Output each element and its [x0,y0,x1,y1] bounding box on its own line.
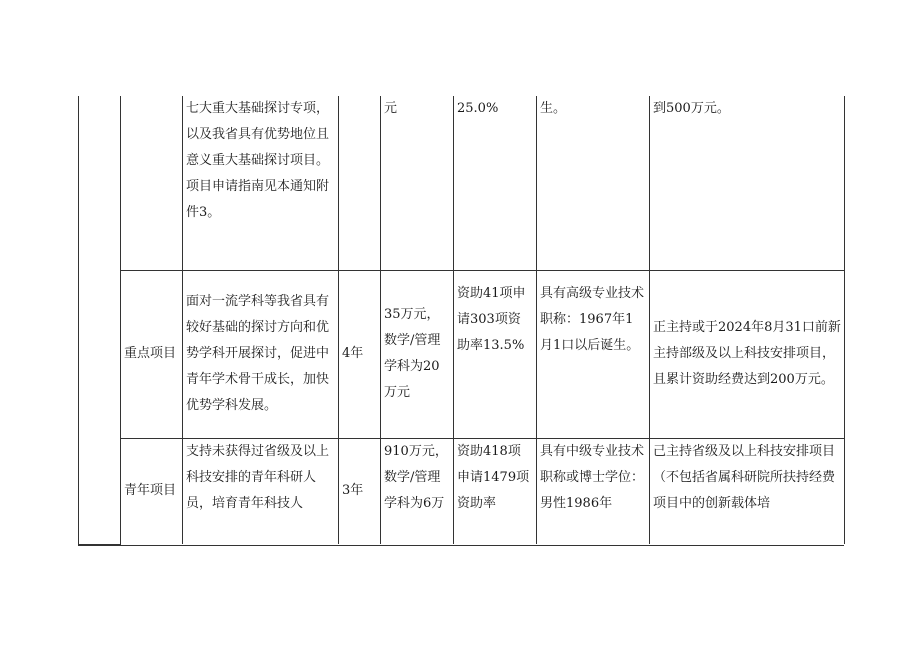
requirement-cell: 到500万元。 [650,96,845,270]
duration-cell [339,96,381,270]
table-row [79,96,845,270]
rate-cell: 25.0% [454,96,537,270]
funding-cell: 910万元，数学/管理学科为6万 [381,438,454,544]
requirement-cell: 己主持省级及以上科技安排项目（不包括省属科研院所扶持经费项目中的创新载体培 [650,438,845,544]
project-name-cell: 青年项目 [121,438,183,544]
requirement-cell: 正主持或于2024年8月31口前新主持部级及以上科技安排项目，且累计资助经费达到200万元。 [650,270,845,438]
applicant-cell: 具有高级专业技术职称：1967年1月1口以后诞生。 [537,270,650,438]
duration-cell: 3年 [339,438,381,544]
applicant-cell: 具有中级专业技术职称或博士学位：男性1986年 [537,438,650,544]
funding-table [78,96,845,545]
rate-cell: 资助41项申请303项资助率13.5% [454,270,537,438]
rate-cell: 资助418项申请1479项资助率 [454,438,537,544]
table-row [79,270,845,438]
outer-category-cell [79,96,121,544]
project-content-cell: 面对一流学科等我省具有较好基础的探讨方向和优势学科开展探讨，促进中青年学术骨干成长，加快优势学科发展。 [183,270,339,438]
project-name-cell: 重点项目 [121,270,183,438]
project-content-cell: 支持未获得过省级及以上科技安排的青年科研人员，培育青年科技人 [183,438,339,544]
funding-cell: 35万元，数学/管理学科为20万元 [381,270,454,438]
funding-cell: 元 [381,96,454,270]
project-name-cell [121,96,183,270]
table-bottom-border [78,545,844,546]
project-content-cell: 七大重大基础探讨专项，以及我省具有优势地位且意义重大基础探讨项目。项目申请指南见本通知附件3。 [183,96,339,270]
duration-cell: 4年 [339,270,381,438]
applicant-cell: 生。 [537,96,650,270]
table-row [79,438,845,544]
